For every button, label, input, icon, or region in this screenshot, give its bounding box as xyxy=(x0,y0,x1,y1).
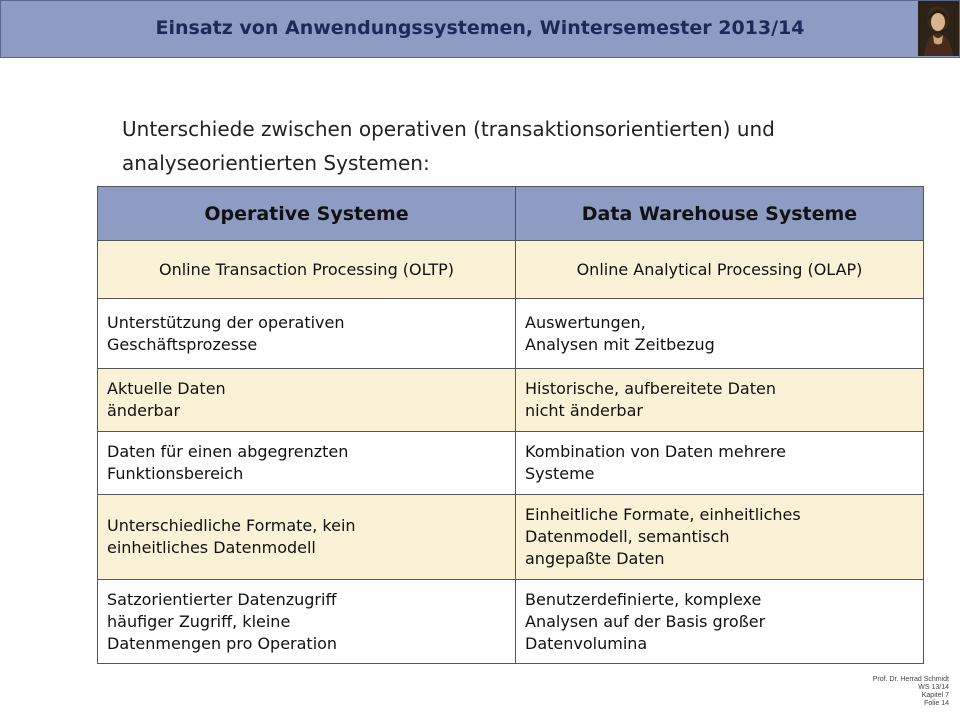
cell-operative xyxy=(98,580,516,664)
cell-line: Datenvolumina xyxy=(525,633,648,653)
header-data-warehouse: Data Warehouse Systeme xyxy=(516,187,924,241)
cell-line: Benutzerdefinierte, komplexe xyxy=(525,589,762,609)
intro-line-1: Unterschiede zwischen operativen (transaktionsorientierten) und xyxy=(122,117,775,141)
cell-line: Auswertungen, xyxy=(525,312,646,332)
cell-line: Datenmodell, semantisch xyxy=(525,527,730,546)
cell-data-warehouse xyxy=(516,299,924,369)
table-row xyxy=(98,369,924,432)
table-row xyxy=(98,299,924,369)
cell-line: Daten für einen abgegrenzten xyxy=(107,442,349,461)
cell-line: häufiger Zugriff, kleine xyxy=(107,611,291,631)
cell-operative xyxy=(98,299,516,369)
cell-line: Aktuelle Daten xyxy=(107,379,226,398)
cell-line: einheitliches Datenmodell xyxy=(107,538,316,557)
cell-line: Unterschiedliche Formate, kein xyxy=(107,516,356,535)
cell-line: Einheitliche Formate, einheitliches xyxy=(525,505,801,524)
footer-semester: WS 13/14 xyxy=(918,684,949,691)
cell-line: Datenmengen pro Operation xyxy=(107,633,338,653)
cell-data-warehouse xyxy=(516,495,924,580)
cell-line: angepaßte Daten xyxy=(525,549,665,568)
intro-line-2: analyseorientierten Systemen: xyxy=(122,151,430,175)
cell-data-warehouse xyxy=(516,432,924,495)
footer-slide-number: Folie 14 xyxy=(924,700,949,707)
table-row xyxy=(98,432,924,495)
table-header-row xyxy=(98,187,924,241)
intro-text xyxy=(122,112,922,180)
cell-line: Historische, aufbereitete Daten xyxy=(525,379,776,398)
cell-line: Analysen auf der Basis großer xyxy=(525,611,766,631)
cell-operative xyxy=(98,369,516,432)
cell-line: nicht änderbar xyxy=(525,401,643,420)
comparison-table xyxy=(97,186,924,664)
cell-data-warehouse xyxy=(516,369,924,432)
cell-operative xyxy=(98,495,516,580)
cell-line: Satzorientierter Datenzugriff xyxy=(107,589,337,609)
subheader-oltp: Online Transaction Processing (OLTP) xyxy=(98,241,516,299)
table-subheader-row xyxy=(98,241,924,299)
cell-line: Funktionsbereich xyxy=(107,464,244,483)
cell-line: Systeme xyxy=(525,464,595,483)
table-row xyxy=(98,580,924,664)
cell-line: änderbar xyxy=(107,401,181,420)
cell-line: Kombination von Daten mehrere xyxy=(525,442,787,461)
cell-data-warehouse xyxy=(516,580,924,664)
cell-line: Geschäftsprozesse xyxy=(107,334,258,354)
cell-operative xyxy=(98,432,516,495)
subheader-olap: Online Analytical Processing (OLAP) xyxy=(516,241,924,299)
footer-chapter: Kapitel 7 xyxy=(921,692,949,699)
header-operative: Operative Systeme xyxy=(98,187,516,241)
cell-line: Analysen mit Zeitbezug xyxy=(525,334,715,354)
cell-line: Unterstützung der operativen xyxy=(107,312,345,332)
portrait-image xyxy=(918,1,959,56)
table-row xyxy=(98,495,924,580)
slide-footer xyxy=(809,676,949,708)
slide-title: Einsatz von Anwendungssystemen, Wintersemester 2013/14 xyxy=(155,17,805,39)
footer-author: Prof. Dr. Herrad Schmidt xyxy=(872,676,949,683)
